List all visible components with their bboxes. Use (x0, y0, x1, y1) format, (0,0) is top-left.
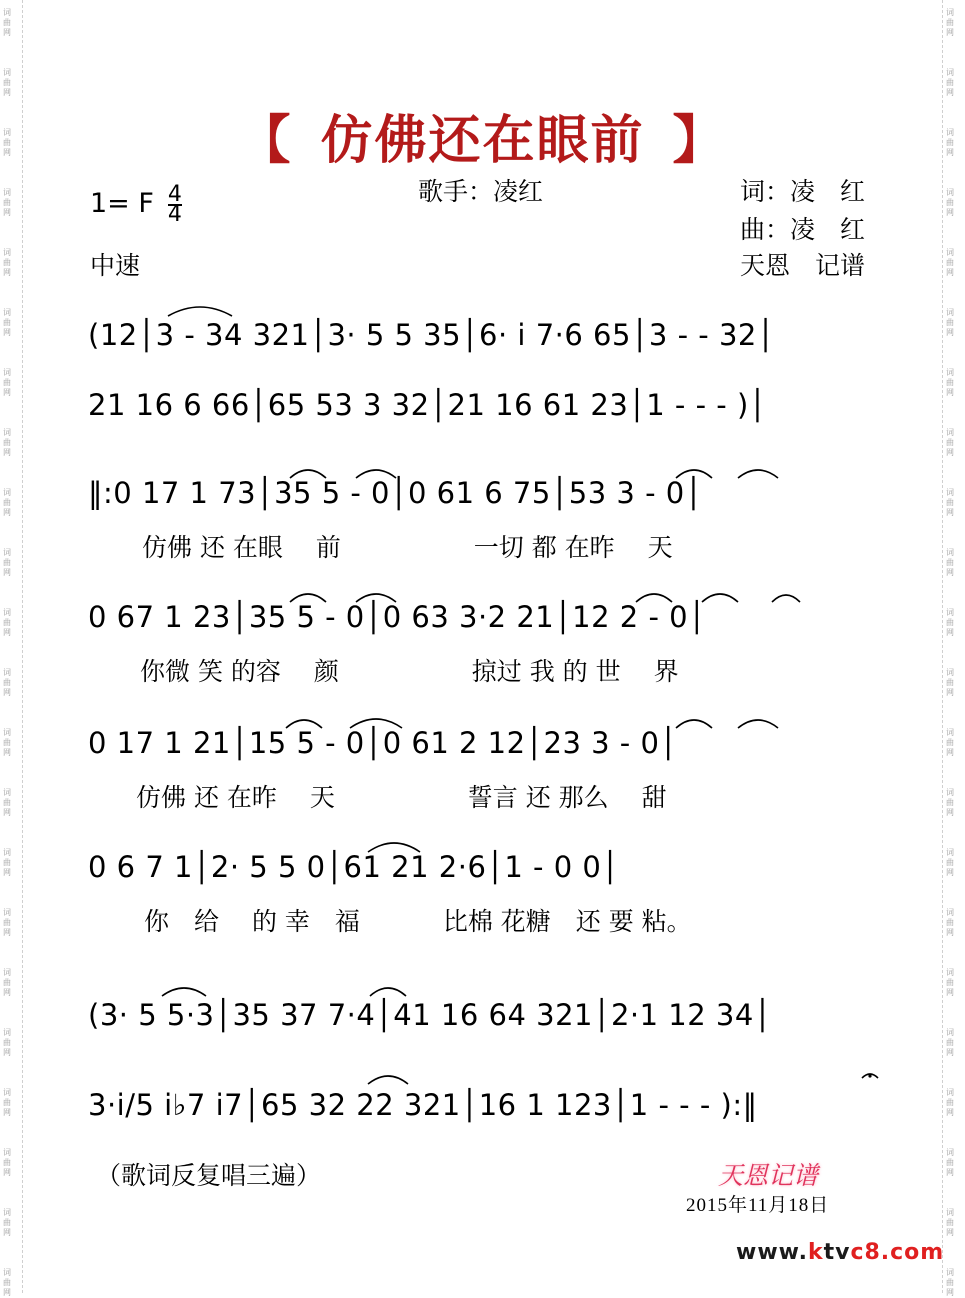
transcriber-credit: 天恩 记谱 (740, 251, 866, 280)
slur-mark (286, 720, 322, 728)
watermark-text: 词曲网 (946, 608, 954, 637)
notation: 0 17 1 21│15 5 - 0│0 61 2 12│23 3 - 0│ (88, 726, 678, 760)
slur-mark (368, 843, 420, 852)
slur-mark (636, 594, 672, 602)
watermark-text: 词曲网 (3, 128, 11, 157)
lyric-line: 你 给 的 幸 福 比棉 花糖 还 要 粘。 (144, 907, 692, 936)
watermark-text: 词曲网 (3, 548, 11, 577)
notation: (12│3 - 34 321│3· 5 5 35│6· i 7·6 65│3 - - 32│ (88, 318, 775, 352)
watermark-text: 词曲网 (946, 308, 954, 337)
key-signature: 1= F $\frac{4}{4}$ (90, 182, 182, 227)
watermark-text: 词曲网 (3, 308, 11, 337)
watermark-text: 词曲网 (946, 1208, 954, 1237)
transcriber-stamp: 天恩记谱 (718, 1161, 819, 1190)
slur-mark (368, 1076, 408, 1084)
notation: (3· 5 5·3│35 37 7·4│41 16 64 321│2·1 12 34│ (88, 998, 772, 1032)
watermark-text: 词曲网 (946, 728, 954, 757)
watermark-text: 词曲网 (3, 248, 11, 277)
watermark-text: 词曲网 (3, 8, 11, 37)
composer-credit: 曲：凌 红 (740, 215, 866, 244)
watermark-text: 词曲网 (946, 68, 954, 97)
watermark-text: 词曲网 (946, 968, 954, 997)
notation: 3·i/5 i♭7 i7│65 32 22 321│16 1 123│1 - - - ):‖ (88, 1088, 758, 1122)
watermark-text: 词曲网 (946, 848, 954, 877)
watermark-text: 词曲网 (3, 1028, 11, 1057)
watermark-text: 词曲网 (3, 368, 11, 397)
slur-mark (356, 470, 396, 478)
slur-mark (702, 594, 738, 602)
lyric-line: 你微 笑 的容 颜 掠过 我 的 世 界 (140, 657, 679, 686)
slur-mark (168, 307, 232, 316)
watermark-text: 词曲网 (3, 908, 11, 937)
watermark-text: 词曲网 (946, 488, 954, 517)
repeat-note: （歌词反复唱三遍） (96, 1161, 322, 1190)
notation: 21 16 6 66│65 53 3 32│21 16 61 23│1 - - - )│ (88, 388, 767, 422)
watermark-text: 词曲网 (3, 848, 11, 877)
watermark-text: 词曲网 (946, 428, 954, 457)
watermark-text: 词曲网 (3, 428, 11, 457)
slur-mark (370, 988, 406, 996)
slur-mark (676, 720, 712, 728)
watermark-text: 词曲网 (946, 668, 954, 697)
site-watermark: www.ktvc8.com (736, 1240, 945, 1265)
slur-mark (676, 470, 712, 478)
watermark-text: 词曲网 (3, 728, 11, 757)
watermark-text: 词曲网 (3, 488, 11, 517)
lyricist-credit: 词：凌 红 (740, 177, 866, 206)
slur-mark (738, 470, 778, 478)
notation: 0 6 7 1│2· 5 5 0│61 21 2·6│1 - 0 0│ (88, 850, 620, 884)
lyric-line: 仿佛 还 在昨 天 誓言 还 那么 甜 (136, 783, 667, 812)
date-stamp: 2015年11月18日 (686, 1195, 830, 1216)
watermark-text: 词曲网 (3, 608, 11, 637)
watermark-text: 词曲网 (946, 908, 954, 937)
watermark-text: 词曲网 (3, 1088, 11, 1117)
slur-mark (350, 719, 402, 728)
slur-mark (356, 594, 396, 602)
watermark-text: 词曲网 (3, 1148, 11, 1177)
song-title: 【 仿佛还在眼前 】 (238, 111, 727, 171)
notation: 0 67 1 23│35 5 - 0│0 63 3·2 21│12 2 - 0│ (88, 600, 707, 634)
watermark-text: 词曲网 (946, 1268, 954, 1297)
watermark-text: 词曲网 (946, 188, 954, 217)
watermark-text: 词曲网 (946, 368, 954, 397)
watermark-text: 词曲网 (3, 968, 11, 997)
slur-mark (290, 594, 326, 602)
tempo-marking: 中速 (90, 251, 141, 280)
watermark-text: 词曲网 (946, 1088, 954, 1117)
time-signature: $\frac{4}{4}$ (167, 182, 182, 227)
watermark-text: 词曲网 (3, 1208, 11, 1237)
watermark-text: 词曲网 (946, 128, 954, 157)
slur-mark (290, 470, 326, 478)
watermark-text: 词曲网 (3, 68, 11, 97)
watermark-text: 词曲网 (946, 548, 954, 577)
watermark-text: 词曲网 (3, 668, 11, 697)
fermata-dot (868, 1074, 871, 1077)
slur-mark (162, 988, 206, 996)
watermark-text: 词曲网 (946, 1148, 954, 1177)
watermark-text: 词曲网 (3, 188, 11, 217)
watermark-text: 词曲网 (946, 1028, 954, 1057)
watermark-text: 词曲网 (3, 1268, 11, 1297)
singer-credit: 歌手：凌红 (418, 177, 544, 206)
slur-mark (772, 595, 800, 602)
lyric-line: 仿佛 还 在眼 前 一切 都 在昨 天 (142, 533, 673, 562)
slur-mark (738, 720, 778, 728)
notation: ‖:0 17 1 73│35 5 - 0│0 61 6 75│53 3 - 0│ (88, 476, 703, 510)
watermark-text: 词曲网 (946, 248, 954, 277)
watermark-text: 词曲网 (946, 788, 954, 817)
watermark-text: 词曲网 (946, 8, 954, 37)
watermark-text: 词曲网 (3, 788, 11, 817)
